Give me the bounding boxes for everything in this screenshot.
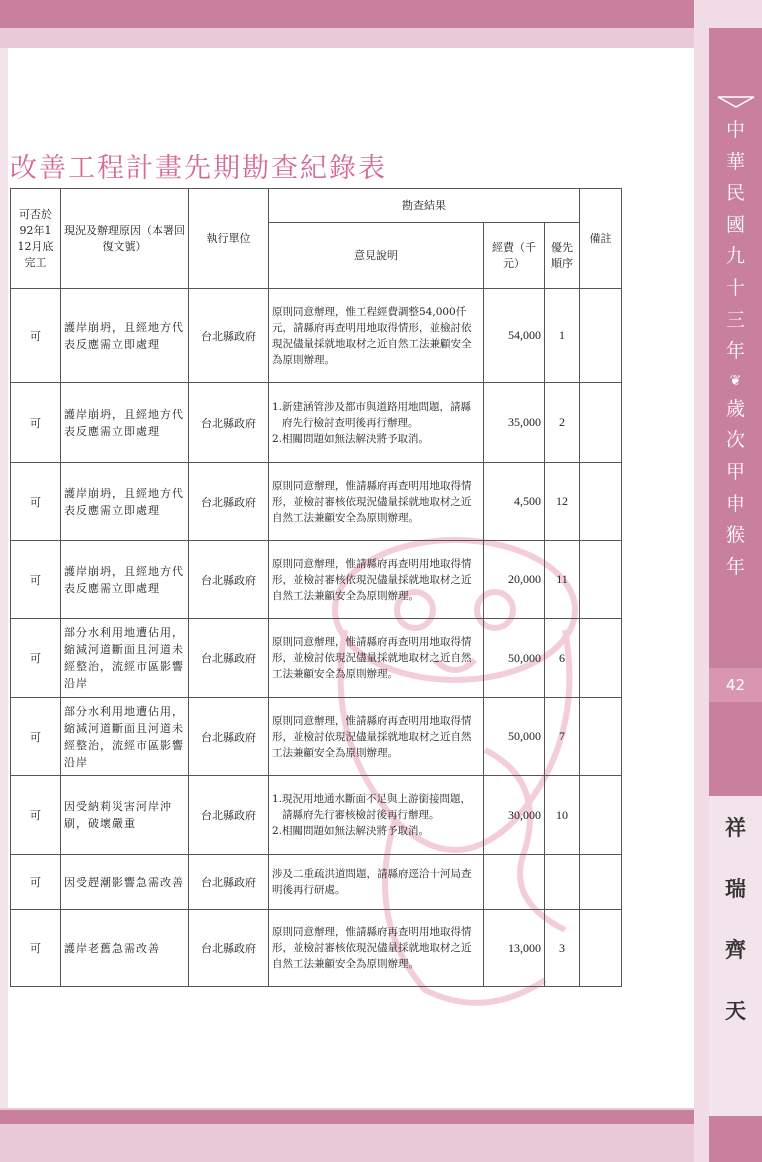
opinion-text: 原則同意辦理，惟請縣府再查明用地取得情形，並檢討依現況儘量採就地取材之近自然工法兼顧安全為原則辦理。 xyxy=(272,636,472,680)
side-title-char: 九 xyxy=(725,245,745,268)
table-row xyxy=(11,698,622,776)
side-ornament-icon xyxy=(716,95,756,109)
side-title-char: 國 xyxy=(725,213,745,236)
table-row xyxy=(11,289,622,383)
cell-remark xyxy=(580,776,622,855)
cell-completable: 可 xyxy=(11,776,61,855)
side-title-char: 年 xyxy=(725,555,745,578)
cell-completable: 可 xyxy=(11,619,61,698)
cell-remark xyxy=(580,910,622,987)
cell-situation: 護岸崩坍，且經地方代表反應需立即處理 xyxy=(61,383,189,463)
opinion-text: 原則同意辦理，惟請縣府再查明用地取得情形，並檢討審核依現況儘量採就地取材之近自然工法兼顧安全為原則辦理。 xyxy=(272,557,472,602)
side-motto xyxy=(709,812,762,1056)
side-title-char: 甲 xyxy=(725,460,745,483)
table-row xyxy=(11,910,622,987)
cell-remark xyxy=(580,383,622,463)
table-row xyxy=(11,463,622,541)
header-opinion: 意見說明 xyxy=(269,223,484,289)
cell-situation: 護岸崩坍，且經地方代表反應需立即處理 xyxy=(61,541,189,619)
motto-char: 祥 xyxy=(725,815,746,840)
opinion-text: 涉及二重疏洪道問題，請縣府逕洽十河局查明後再行研處。 xyxy=(272,868,472,896)
left-edge xyxy=(0,48,8,1108)
motto-char: 瑞 xyxy=(725,876,746,901)
opinion-text: 原則同意辦理，惟請縣府再查明用地取得情形，並檢討審核依現況儘量採就地取材之近自然工法兼顧安全為原則辦理。 xyxy=(272,479,472,524)
side-year-title xyxy=(709,95,762,615)
cell-cost: 20,000 xyxy=(484,541,545,619)
inspection-record-table xyxy=(10,188,622,987)
cell-remark xyxy=(580,855,622,910)
cell-unit: 台北縣政府 xyxy=(189,289,269,383)
cell-remark xyxy=(580,289,622,383)
opinion-text: 2.相關問題如無法解決將予取消。 xyxy=(272,432,430,445)
cell-situation: 因受趕潮影響急需改善 xyxy=(61,855,189,910)
side-title-char: 華 xyxy=(725,150,745,173)
cell-unit: 台北縣政府 xyxy=(189,776,269,855)
cell-situation: 護岸崩坍，且經地方代表反應需立即處理 xyxy=(61,463,189,541)
cell-completable: 可 xyxy=(11,855,61,910)
cell-completable: 可 xyxy=(11,383,61,463)
cell-situation: 因受納莉災害河岸沖刷，破壞嚴重 xyxy=(61,776,189,855)
header-unit: 執行單位 xyxy=(189,189,269,289)
cell-priority: 3 xyxy=(545,910,580,987)
side-title-char: 三 xyxy=(725,308,745,331)
cell-completable: 可 xyxy=(11,463,61,541)
page-number: 42 xyxy=(709,668,762,702)
table-row xyxy=(11,855,622,910)
cell-priority xyxy=(545,855,580,910)
header-remark: 備註 xyxy=(580,189,622,289)
cell-remark xyxy=(580,698,622,776)
header-completable: 可否於92年1 12月底完工 xyxy=(11,189,61,289)
table-row xyxy=(11,776,622,855)
cell-priority: 6 xyxy=(545,619,580,698)
cell-cost: 50,000 xyxy=(484,698,545,776)
table-body xyxy=(11,289,622,987)
cell-remark xyxy=(580,541,622,619)
side-title-char: 歲 xyxy=(725,397,745,420)
top-band-light xyxy=(0,28,700,48)
motto-char: 齊 xyxy=(725,937,746,962)
header-situation: 現況及辦理原因（本署回復文號） xyxy=(61,189,189,289)
cell-completable: 可 xyxy=(11,698,61,776)
cell-situation: 護岸老舊急需改善 xyxy=(61,910,189,987)
cell-cost: 13,000 xyxy=(484,910,545,987)
cell-priority: 2 xyxy=(545,383,580,463)
table-row xyxy=(11,619,622,698)
cell-cost: 50,000 xyxy=(484,619,545,698)
side-title-char: 申 xyxy=(725,492,745,515)
cell-opinion xyxy=(269,910,484,987)
opinion-text: 原則同意辦理，惟工程經費調整54,000仟元，請縣府再查明用地取得情形，並檢討依現況儘量採就地取材之近自然工法兼顧安全為原則辦理。 xyxy=(272,305,472,366)
opinion-text: 1.現況用地通水斷面不足與上游銜接問題，請縣府先行審核檢討後再行辦理。 xyxy=(272,793,472,821)
page-title: 改善工程計畫先期勘查紀錄表 xyxy=(10,153,387,184)
cell-priority: 7 xyxy=(545,698,580,776)
cell-priority: 12 xyxy=(545,463,580,541)
table-row xyxy=(11,541,622,619)
cell-situation: 護岸崩坍，且經地方代表反應需立即處理 xyxy=(61,289,189,383)
side-title-chars xyxy=(709,115,762,583)
opinion-text: 1.新建涵管涉及都市與道路用地問題，請縣府先行檢討查明後再行辦理。 xyxy=(272,400,472,429)
cell-unit: 台北縣政府 xyxy=(189,698,269,776)
opinion-text: 原則同意辦理，惟請縣府再查明用地取得情形，並檢討依現況儘量採就地取材之近自然工法兼顧安全為原則辦理。 xyxy=(272,714,472,759)
cell-priority: 1 xyxy=(545,289,580,383)
cell-cost: 4,500 xyxy=(484,463,545,541)
cell-opinion xyxy=(269,619,484,698)
cell-remark xyxy=(580,463,622,541)
cell-situation: 部分水利用地遭佔用，縮減河道斷面且河道未經整治，流經市區影響沿岸 xyxy=(61,698,189,776)
cell-completable: 可 xyxy=(11,289,61,383)
bird-ornament-icon: ❦ xyxy=(729,372,742,389)
cell-cost xyxy=(484,855,545,910)
side-title-char: 十 xyxy=(725,276,745,299)
cell-unit: 台北縣政府 xyxy=(189,541,269,619)
header-cost: 經費（千元） xyxy=(484,223,545,289)
cell-priority: 11 xyxy=(545,541,580,619)
cell-unit: 台北縣政府 xyxy=(189,619,269,698)
cell-unit: 台北縣政府 xyxy=(189,910,269,987)
side-title-char: 年 xyxy=(725,340,745,363)
side-title-char: 猴 xyxy=(725,524,745,547)
cell-completable: 可 xyxy=(11,910,61,987)
cell-cost: 30,000 xyxy=(484,776,545,855)
opinion-text: 2.相關問題如無法解決將予取消。 xyxy=(272,825,430,837)
bottom-line xyxy=(0,1110,700,1124)
header-priority: 優先順序 xyxy=(545,223,580,289)
top-band xyxy=(0,0,700,28)
table-row xyxy=(11,383,622,463)
cell-opinion xyxy=(269,776,484,855)
cell-opinion xyxy=(269,383,484,463)
cell-completable: 可 xyxy=(11,541,61,619)
side-title-char: 次 xyxy=(725,429,745,452)
cell-priority: 10 xyxy=(545,776,580,855)
cell-unit: 台北縣政府 xyxy=(189,463,269,541)
cell-opinion xyxy=(269,289,484,383)
opinion-text: 原則同意辦理，惟請縣府再查明用地取得情形，並檢討審核依現況儘量採就地取材之近自然工法兼顧安全為原則辦理。 xyxy=(272,926,472,970)
cell-remark xyxy=(580,619,622,698)
header-result-group: 勘查結果 xyxy=(269,189,580,223)
cell-cost: 35,000 xyxy=(484,383,545,463)
cell-opinion xyxy=(269,463,484,541)
cell-opinion xyxy=(269,541,484,619)
cell-unit: 台北縣政府 xyxy=(189,383,269,463)
motto-char: 天 xyxy=(725,998,746,1023)
cell-unit: 台北縣政府 xyxy=(189,855,269,910)
side-title-char: 民 xyxy=(725,182,745,205)
cell-opinion xyxy=(269,855,484,910)
cell-situation: 部分水利用地遭佔用，縮減河道斷面且河道未經整治，流經市區影響沿岸 xyxy=(61,619,189,698)
side-title-char: 中 xyxy=(725,119,745,141)
cell-opinion xyxy=(269,698,484,776)
cell-cost: 54,000 xyxy=(484,289,545,383)
